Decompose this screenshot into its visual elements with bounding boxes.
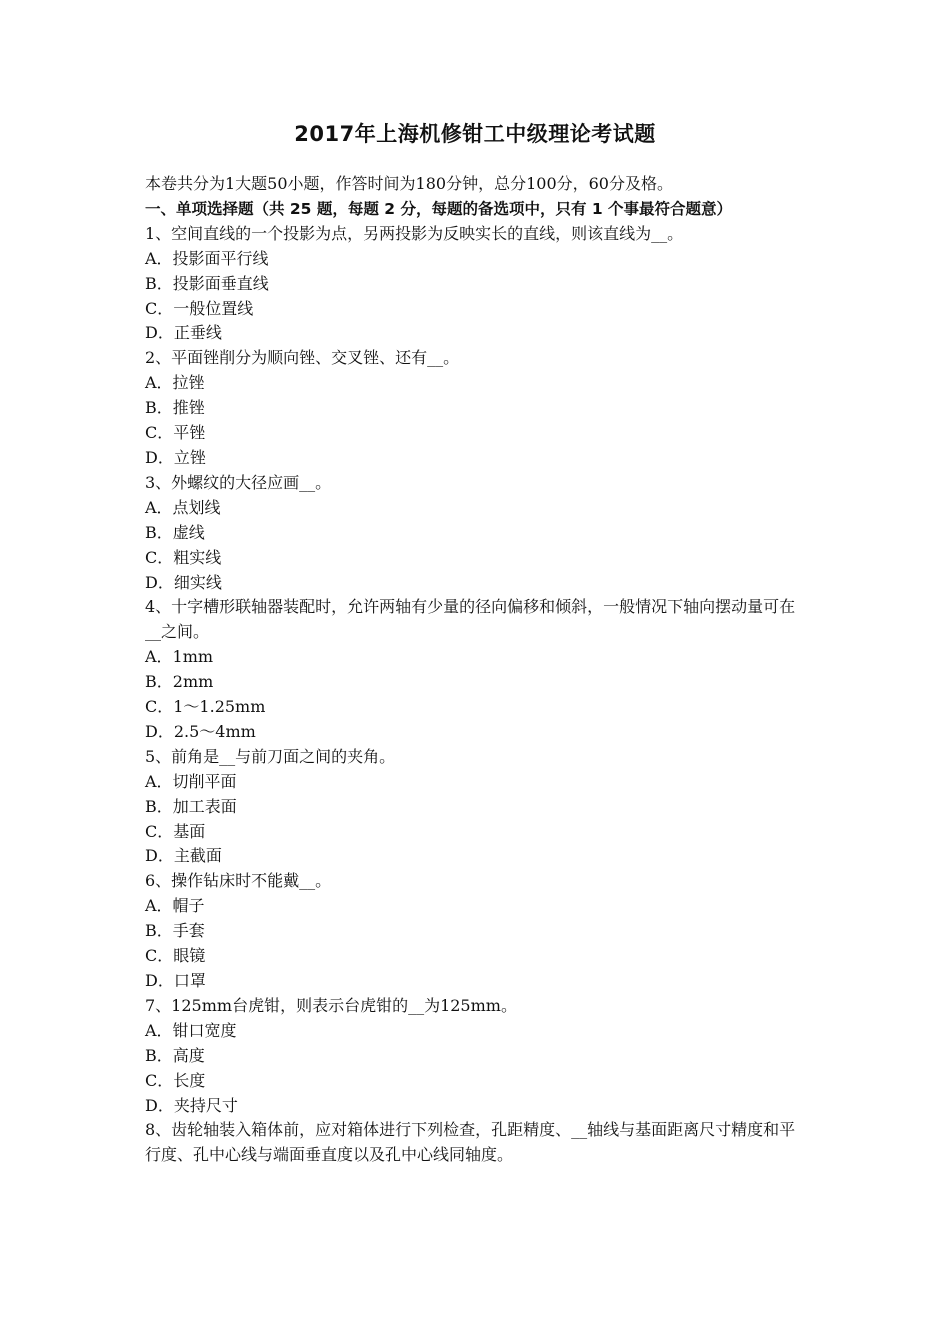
question-block — [145, 222, 810, 347]
option-b: B．虚线 — [145, 522, 205, 542]
option-c: C．平锉 — [145, 423, 206, 443]
option-d: D．口罩 — [145, 971, 206, 990]
option-d: D．细实线 — [145, 572, 222, 592]
option-a: A．帽子 — [145, 896, 205, 916]
option-d: D．2.5～4mm — [145, 721, 256, 741]
option-b: B．投影面垂直线 — [145, 273, 269, 293]
question-stem: 6、操作钻床时不能戴__。 — [145, 871, 332, 891]
option-c: C．眼镜 — [145, 946, 206, 966]
question-stem: 7、125mm台虎钳，则表示台虎钳的__为125mm。 — [145, 995, 517, 1015]
exam-intro: 本卷共分为1大题50小题，作答时间为180分钟，总分100分，60分及格。 — [145, 174, 673, 193]
option-d: D．正垂线 — [145, 323, 222, 343]
option-c: C．基面 — [145, 821, 206, 841]
option-a: A．投影面平行线 — [145, 248, 269, 268]
option-a: A．1mm — [145, 647, 214, 667]
page-title: 2017年上海机修钳工中级理论考试题 — [294, 122, 656, 146]
option-b: B．高度 — [145, 1045, 205, 1065]
option-c: C．长度 — [145, 1070, 206, 1090]
option-d: D．立锉 — [145, 447, 206, 467]
option-b: B．推锉 — [145, 398, 205, 418]
question-block — [145, 994, 810, 1119]
question-stem: 2、平面锉削分为顺向锉、交叉锉、还有__。 — [145, 348, 460, 368]
option-a: A．钳口宽度 — [145, 1020, 237, 1040]
option-a: A．切削平面 — [145, 771, 237, 791]
option-c: C．粗实线 — [145, 547, 222, 567]
option-d: D．主截面 — [145, 846, 222, 866]
question-stem: 1、空间直线的一个投影为点，另两投影为反映实长的直线，则该直线为__。 — [145, 223, 684, 243]
question-block — [145, 471, 810, 596]
option-c: C．一般位置线 — [145, 298, 254, 318]
question-block — [145, 745, 810, 870]
option-b: B．手套 — [145, 921, 205, 941]
question-block — [145, 346, 810, 471]
question-stem: 8、齿轮轴装入箱体前，应对箱体进行下列检查，孔距精度、__轴线与基面距离尺寸精度和平行度、孔中心线与端面垂直度以及孔中心线同轴度。 — [145, 1120, 796, 1165]
question-stem: 5、前角是__与前刀面之间的夹角。 — [145, 746, 396, 766]
question-block — [145, 595, 810, 744]
option-c: C．1～1.25mm — [145, 697, 266, 717]
option-b: B．加工表面 — [145, 796, 237, 816]
option-d: D．夹持尺寸 — [145, 1095, 238, 1115]
option-b: B．2mm — [145, 672, 214, 692]
option-a: A．点划线 — [145, 497, 221, 517]
option-a: A．拉锉 — [145, 373, 205, 393]
question-stem: 3、外螺纹的大径应画__。 — [145, 472, 332, 492]
section-heading: 一、单项选择题（共 25 题，每题 2 分，每题的备选项中，只有 1 个事最符合题意） — [145, 199, 733, 218]
document-body — [145, 172, 810, 1168]
question-block — [145, 869, 810, 994]
question-stem: 4、十字槽形联轴器装配时，允许两轴有少量的径向偏移和倾斜，一般情况下轴向摆动量可在__之间。 — [145, 597, 796, 642]
question-block — [145, 1118, 810, 1168]
